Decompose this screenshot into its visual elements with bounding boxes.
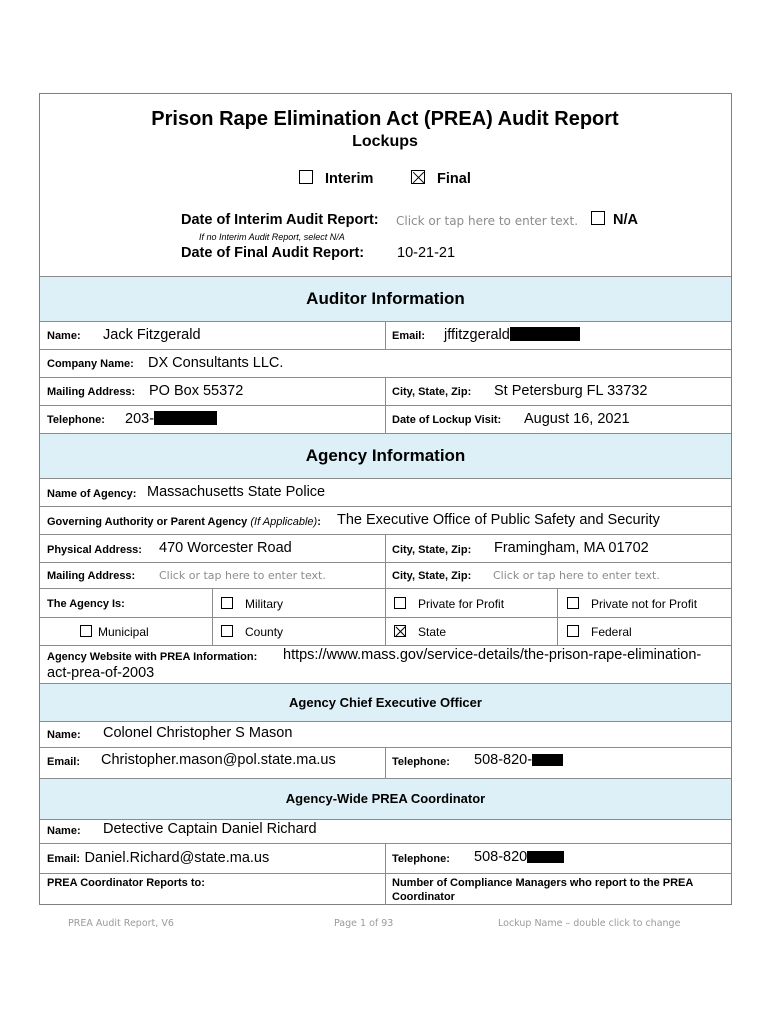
auditor-csz-label: City, State, Zip: [392,386,472,398]
governing-label: Governing Authority or Parent Agency [47,516,248,528]
agency-name-label: Name of Agency: [47,488,137,500]
visit-date-value[interactable]: August 16, 2021 [524,411,630,427]
ceo-section-header: Agency Chief Executive Officer [40,684,731,721]
coordinator-email-value[interactable]: Daniel.Richard@state.ma.us [84,850,270,866]
military-label: Military [245,597,283,611]
redaction-block [510,327,580,341]
private-profit-checkbox[interactable] [394,597,406,609]
auditor-section-header: Auditor Information [40,277,731,321]
coordinator-phone-value: 508-820 [474,849,528,865]
governing-value[interactable]: The Executive Office of Public Safety and Security [337,512,660,528]
na-label: N/A [613,212,639,228]
governing-label-group: Governing Authority or Parent Agency (If Applicable): [47,516,321,528]
website-label: Agency Website with PREA Information: [47,651,258,663]
interim-option[interactable] [299,170,373,187]
private-profit-label: Private for Profit [418,597,505,611]
auditor-csz-value[interactable]: St Petersburg FL 33732 [494,383,648,399]
military-checkbox[interactable] [221,597,233,609]
interim-date-field[interactable]: Click or tap here to enter text. [396,214,579,228]
agency-csz2-field[interactable]: Click or tap here to enter text. [493,569,660,582]
ceo-name-label: Name: [47,729,81,741]
state-checkbox-checked[interactable] [394,625,406,637]
final-label: Final [437,171,471,187]
coordinator-name-value[interactable]: Detective Captain Daniel Richard [103,821,317,837]
auditor-phone-value: 203- [125,411,155,427]
state-label: State [418,625,447,639]
agency-csz-label: City, State, Zip: [392,544,472,556]
auditor-name-value[interactable]: Jack Fitzgerald [103,327,201,343]
federal-label: Federal [591,625,632,639]
ceo-email-value[interactable]: Christopher.mason@pol.state.ma.us [101,752,336,768]
physical-address-label: Physical Address: [47,544,142,556]
coordinator-phone-field[interactable] [474,849,564,865]
ceo-email-label: Email: [47,756,81,768]
website-value-line1[interactable]: https://www.mass.gov/service-details/the-prison-rape-elimination- [283,647,702,663]
final-date-value[interactable]: 10-21-21 [397,245,456,261]
type-private-profit[interactable] [394,597,504,611]
ceo-phone-field[interactable] [474,752,563,768]
county-checkbox[interactable] [221,625,233,637]
type-private-nonprofit[interactable] [567,597,697,611]
auditor-email-label: Email: [392,330,426,342]
auditor-name-label: Name: [47,330,81,342]
company-value[interactable]: DX Consultants LLC. [148,355,284,371]
auditor-phone-field[interactable] [125,411,217,427]
agency-csz2-label: City, State, Zip: [392,570,472,582]
reports-to-label: PREA Coordinator Reports to: [47,877,205,889]
municipal-label: Municipal [98,625,149,639]
na-checkbox[interactable] [591,211,605,225]
report-title: Prison Rape Elimination Act (PREA) Audit Report [151,108,619,130]
coordinator-phone-label: Telephone: [392,853,450,865]
interim-note: If no Interim Audit Report, select N/A [199,232,345,242]
redaction-block [527,851,564,863]
auditor-phone-label: Telephone: [47,414,105,426]
county-label: County [245,625,284,639]
company-label: Company Name: [47,358,134,370]
interim-date-label: Date of Interim Audit Report: [181,212,379,228]
redaction-block [154,411,217,425]
coordinator-email-label: Email: [47,853,81,865]
report-subtitle: Lockups [352,133,418,150]
footer-page-number: Page 1 of 93 [334,918,394,929]
footer-version: PREA Audit Report, V6 [68,918,174,929]
type-federal[interactable] [567,625,632,639]
type-municipal[interactable] [80,625,149,639]
footer-lockup-name[interactable]: Lockup Name – double click to change [498,918,681,929]
private-nonprofit-checkbox[interactable] [567,597,579,609]
final-checkbox-checked[interactable] [411,170,425,184]
ceo-phone-value: 508-820- [474,752,533,768]
redaction-block [532,754,563,766]
managers-label-line1: Number of Compliance Managers who report to the PREA [392,877,694,889]
agency-csz-value[interactable]: Framingham, MA 01702 [494,540,649,556]
auditor-email-field[interactable] [444,327,580,343]
agency-section-header: Agency Information [40,434,731,478]
private-nonprofit-label: Private not for Profit [591,597,698,611]
interim-label: Interim [325,171,374,187]
final-date-label: Date of Final Audit Report: [181,245,365,261]
agency-is-label: The Agency Is: [47,598,125,610]
auditor-mailing-value[interactable]: PO Box 55372 [149,383,244,399]
agency-mailing-label: Mailing Address: [47,570,136,582]
physical-address-value[interactable]: 470 Worcester Road [159,540,292,556]
final-option[interactable] [411,170,471,187]
federal-checkbox[interactable] [567,625,579,637]
coordinator-name-label: Name: [47,825,81,837]
na-option[interactable] [591,211,638,228]
ceo-phone-label: Telephone: [392,756,450,768]
agency-name-value[interactable]: Massachusetts State Police [147,484,326,500]
auditor-email-value: jffitzgerald [444,327,510,343]
website-value-line2[interactable]: act-prea-of-2003 [47,665,155,681]
managers-label-line2: Coordinator [392,891,455,903]
governing-note: (If Applicable) [250,516,318,528]
type-county[interactable] [221,625,283,639]
interim-checkbox[interactable] [299,170,313,184]
coordinator-section-header: Agency-Wide PREA Coordinator [40,779,731,819]
auditor-mailing-label: Mailing Address: [47,386,136,398]
agency-mailing-field[interactable]: Click or tap here to enter text. [159,569,326,582]
municipal-checkbox[interactable] [80,625,92,637]
coordinator-email-row [47,849,269,867]
type-military[interactable] [221,597,283,611]
ceo-name-value[interactable]: Colonel Christopher S Mason [103,725,293,741]
visit-date-label: Date of Lockup Visit: [392,414,502,426]
type-state[interactable] [394,625,446,639]
